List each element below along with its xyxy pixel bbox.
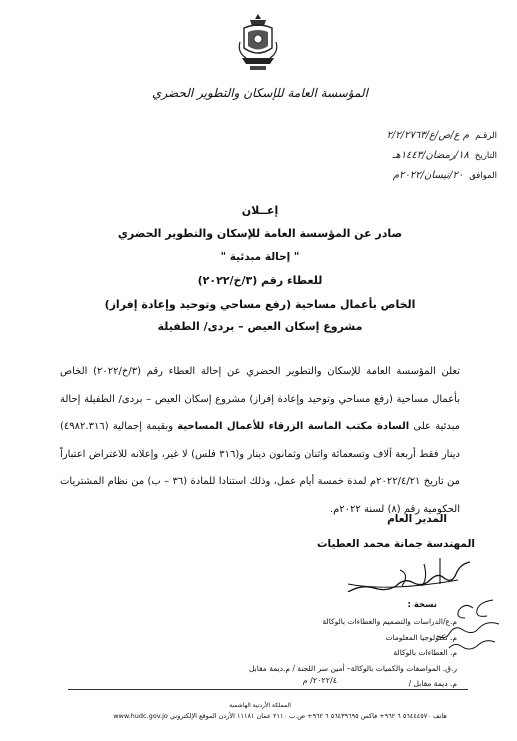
equivalent-label: الموافق	[469, 171, 497, 181]
copy-item: ر.ق. المواصفات والكميات بالوكالة– أمين سر اللجنة / م.ديمة مقابل	[248, 663, 457, 673]
footer-contact: هاتف ٥٦٤٤٤٥٧٠ ٦ ٩٦٢+ فاكس ٥٦٤٣٩٦٩٥ ٦ ٩٦٢+ ص.ب ٢١١٠ عمان ١١١٨١ الأردن الموقع الإلكتروني www.hudc.gov.jo	[113, 712, 447, 720]
footer-country: المملكة الأردنية الهاشمية	[229, 702, 291, 709]
reference-block	[297, 126, 497, 186]
copy-item: م. العطاءات بالوكالة	[393, 648, 457, 657]
tender-description: الخاص بأعمال مساحية (رفع مساحي وتوحيد وإعادة إفراز)	[104, 298, 416, 311]
handwritten-date: ٢٠٢٢/٤/ م	[302, 676, 337, 685]
tender-number: للعطاء رقم (٣/خ/٢٠٢٢)	[197, 274, 323, 287]
signatory-title: المدير العام	[387, 513, 447, 525]
handwritten-initials-image	[383, 594, 503, 654]
reference-label: الرقـم	[475, 131, 497, 141]
announcement-issuer: صادر عن المؤسسة العامة للإسكان والتطوير الحضري	[117, 227, 403, 240]
hijri-date: ١٨/رمضان/١٤٤٣هـ	[392, 150, 469, 161]
reference-number: م ع/ص/ع/٢/٢/٢٧٦٣	[386, 130, 470, 141]
gregorian-date: ٢٠/نيسان/٢٠٢٢م	[392, 170, 464, 181]
body-part-1: تعلن المؤسسة العامة للإسكان والتطوير الحضري عن إحالة العطاء رقم (٣/خ/٢٠٢٢) الخاص بأعمال مساحية (رفع مساحي وتوحيد وإعادة إفراز) مشروع إسكان العيص – بردى/ الطفيلة إحالة مبدئية على	[60, 366, 461, 432]
copy-item: م.ع/الدراسات والتصميم والعطاءات بالوكالة	[322, 617, 457, 626]
hijri-date-row	[297, 146, 497, 166]
announcement-subject-type: " إحالة مبدئية "	[220, 251, 300, 263]
coat-of-arms-icon	[236, 12, 280, 72]
footer-divider	[68, 689, 468, 690]
body-part-2: وبقيمة إجمالية (٤٩٨٢.٣١٦) دينار فقط أربعة آلاف وتسعمائة واثنان وثمانون دينار و(٣١٦ فلس) لا غير، وإعلانه للاعتراض اعتباراً من تاريخ ٢٠٢٢/٤/٢١م لمدة خمسة أيام عمل، وذلك استنادا للمادة (٣٦ – ب) من نظام المشتريات الحكومية رقم (٨) لسنة ٢٠٢٢م.	[60, 421, 460, 515]
awardee-name: السادة مكتب الماسة الزرقاء للأعمال المساحية	[177, 421, 410, 432]
copies-label: نسخة :	[407, 600, 437, 610]
copy-item: م. ديمة مقابل /	[408, 679, 457, 688]
date-label: التاريخ	[474, 151, 497, 161]
gregorian-date-row	[297, 166, 497, 186]
announcement-body	[60, 358, 460, 523]
organization-name: المؤسسة العامة للإسكان والتطوير الحضري	[152, 86, 368, 100]
copy-item: م. تكنولوجيا المعلومات	[385, 632, 457, 642]
project-name: مشروع إسكان العيص – بردى/ الطفيلة	[157, 320, 363, 333]
signatory-name: المهندسة جمانة محمد العطيات	[316, 538, 475, 550]
announcement-title: إعــلان	[241, 204, 279, 217]
signature-image	[340, 554, 475, 592]
reference-number-row	[297, 126, 497, 146]
